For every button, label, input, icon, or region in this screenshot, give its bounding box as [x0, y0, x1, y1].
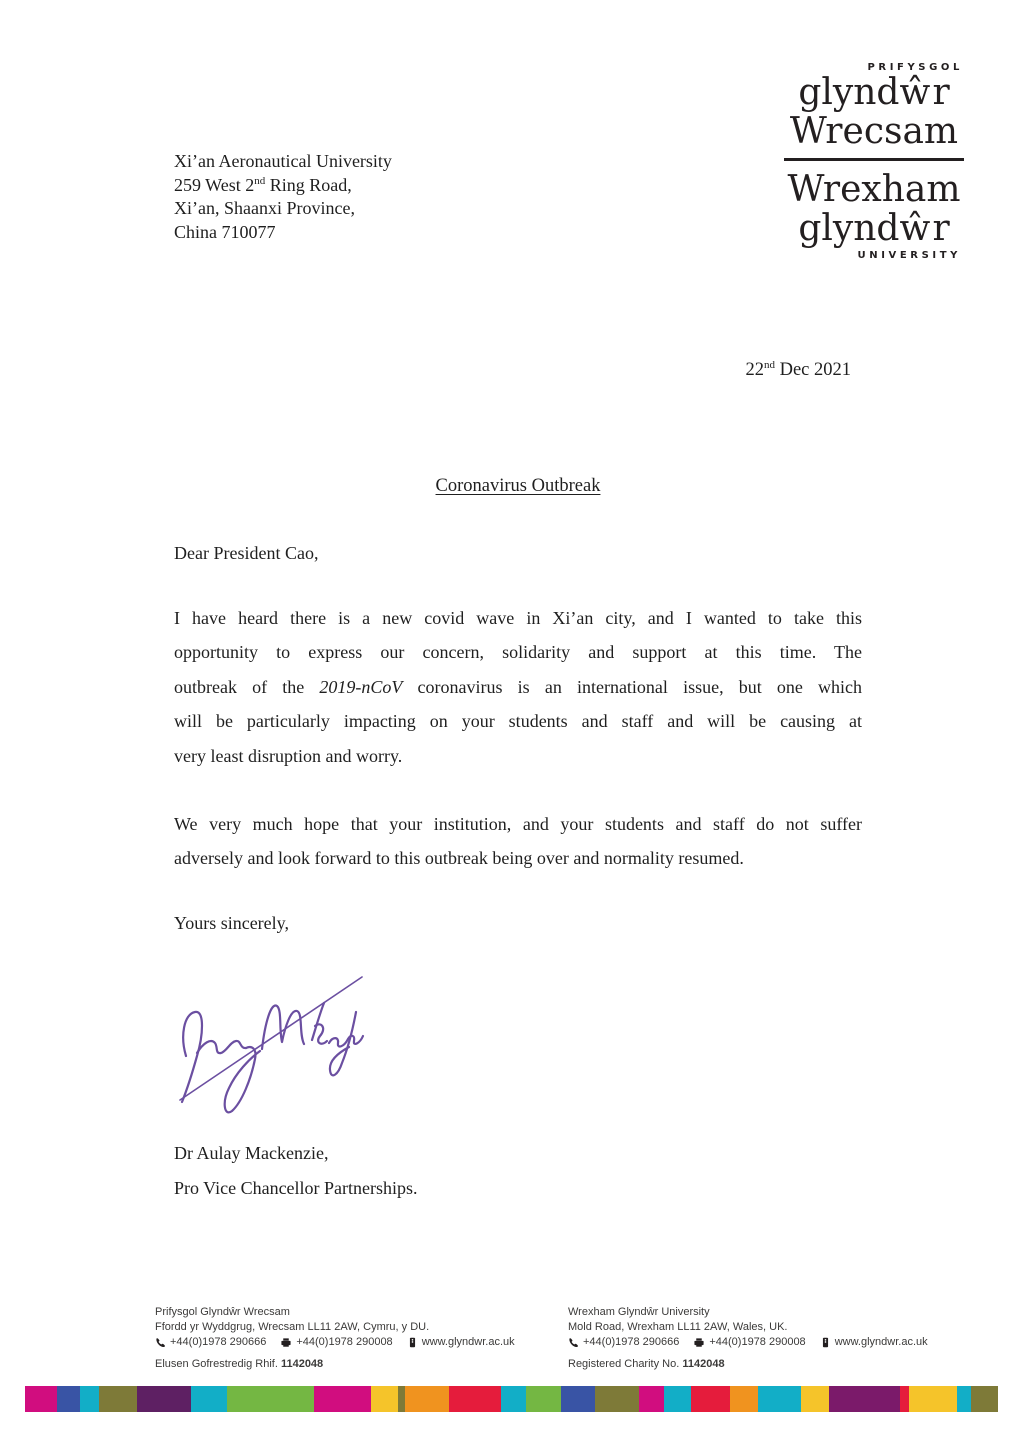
color-bar-segment	[99, 1386, 137, 1412]
salutation: Dear President Cao,	[174, 543, 319, 563]
logo-prifysgol-text: PRIFYSGOL	[867, 62, 963, 73]
logo-glyndwr-english-text: glyndŵr	[798, 208, 950, 249]
footer-contact-row	[155, 1335, 515, 1350]
color-bar-segment	[25, 1386, 57, 1412]
footer-fax	[280, 1335, 392, 1350]
phone-icon	[568, 1337, 579, 1348]
footer-phone-number: +44(0)1978 290666	[583, 1336, 680, 1348]
subject-line	[174, 476, 862, 497]
signature-stroke	[330, 1012, 356, 1075]
text-segment: outbreak of the	[174, 676, 320, 697]
handwritten-signature	[170, 950, 372, 1128]
address-line: China 710077	[174, 221, 276, 242]
color-bar-segment	[137, 1386, 191, 1412]
signature-stroke	[197, 1041, 246, 1053]
color-bar-segment	[664, 1386, 691, 1412]
footer-fax-number: +44(0)1978 290008	[709, 1336, 806, 1348]
subject-text: Coronavirus Outbreak	[435, 476, 601, 496]
footer-charity-line	[568, 1357, 928, 1372]
footer-address: Mold Road, Wrexham LL11 2AW, Wales, UK.	[568, 1321, 788, 1333]
paragraph-line	[174, 635, 862, 669]
signature-stroke	[182, 1012, 202, 1102]
footer-web-address: www.glyndwr.ac.uk	[421, 1336, 515, 1348]
charity-number: 1142048	[682, 1358, 725, 1370]
signature-stroke	[262, 1006, 304, 1049]
footer-fax-number: +44(0)1978 290008	[296, 1336, 393, 1348]
logo-divider-rule	[784, 158, 964, 161]
ordinal-superscript: nd	[763, 358, 775, 371]
paragraph-line	[174, 601, 862, 635]
text-segment: very least disruption and worry.	[174, 745, 403, 766]
color-bar-segment	[730, 1386, 759, 1412]
footer-org-name: Wrexham Glyndŵr University	[568, 1306, 710, 1318]
color-bar-segment	[829, 1386, 900, 1412]
logo-glyndwr-welsh-text: glyndŵr	[798, 72, 950, 113]
color-bar-segment	[501, 1386, 526, 1412]
paragraph-line	[174, 841, 862, 875]
footer-org-name: Prifysgol Glyndŵr Wrecsam	[155, 1306, 290, 1318]
ordinal-superscript: nd	[254, 174, 266, 187]
color-bar-segment	[758, 1386, 800, 1412]
color-bar-segment	[227, 1386, 313, 1412]
logo-university-text: UNIVERSITY	[857, 250, 961, 261]
logo-wrexham-text: Wrexham	[787, 169, 961, 210]
color-bar-segment	[57, 1386, 80, 1412]
body-paragraph-1	[174, 601, 862, 773]
signature-stroke	[225, 1047, 260, 1112]
color-bar-segment	[191, 1386, 227, 1412]
text-segment: will be particularly impacting on your students and staff and will be causing at	[174, 711, 862, 732]
signatory-title: Pro Vice Chancellor Partnerships.	[174, 1178, 418, 1198]
color-bar-segment	[371, 1386, 398, 1412]
footer-phone-number: +44(0)1978 290666	[170, 1336, 267, 1348]
footer-contact-row	[568, 1335, 928, 1350]
website-icon	[820, 1337, 831, 1348]
paragraph-line	[174, 807, 862, 841]
color-bar-segment	[691, 1386, 729, 1412]
closing-phrase: Yours sincerely,	[174, 913, 289, 933]
color-bar-segment	[957, 1386, 971, 1412]
italic-text-segment: 2019-nCoV	[319, 676, 403, 697]
color-bar-segment	[595, 1386, 639, 1412]
fax-icon	[280, 1337, 292, 1348]
university-logo	[784, 62, 964, 261]
letter-date	[745, 360, 851, 381]
paragraph-line	[174, 739, 862, 773]
address-line: Xi’an Aeronautical University	[174, 151, 392, 171]
footer-fax	[693, 1335, 805, 1350]
signature-stroke	[329, 1036, 363, 1047]
color-bar-segment	[398, 1386, 405, 1412]
color-bar-segment	[909, 1386, 957, 1412]
text-segment: coronavirus is an international issue, but one which	[402, 676, 862, 697]
charity-label: Elusen Gofrestredig Rhif.	[155, 1358, 278, 1370]
text-segment: We very much hope that your institution, and your students and staff do not suffer	[174, 814, 862, 834]
text-segment: I have heard there is a new covid wave in Xi’an city, and I wanted to take this	[174, 608, 862, 628]
color-bar-segment	[639, 1386, 664, 1412]
website-icon	[407, 1337, 418, 1348]
color-bar-segment	[900, 1386, 909, 1412]
color-bar-segment	[526, 1386, 561, 1412]
color-bar-segment	[801, 1386, 830, 1412]
phone-icon	[155, 1337, 166, 1348]
color-bar-segment	[314, 1386, 372, 1412]
footer-web-address: www.glyndwr.ac.uk	[834, 1336, 928, 1348]
footer-phone	[155, 1335, 266, 1350]
paragraph-line	[174, 670, 862, 704]
paragraph-line	[174, 704, 862, 738]
footer-web	[407, 1335, 515, 1350]
signatory-name: Dr Aulay Mackenzie,	[174, 1143, 329, 1163]
date-day: 22	[745, 360, 764, 380]
footer-english-column	[568, 1305, 928, 1372]
charity-number: 1142048	[280, 1358, 324, 1370]
address-line: Xi’an, Shaanxi Province,	[174, 198, 355, 218]
date-rest: Dec 2021	[774, 360, 851, 380]
color-bar-segment	[405, 1386, 449, 1412]
footer-welsh-column	[155, 1305, 515, 1372]
text-segment: adversely and look forward to this outbreak being over and normality resumed.	[174, 848, 744, 869]
logo-wrecsam-text: Wrecsam	[789, 111, 959, 152]
brand-color-bar	[25, 1386, 998, 1412]
text-segment: opportunity to express our concern, solidarity and support at this time. The	[174, 642, 862, 663]
fax-icon	[693, 1337, 705, 1348]
address-line	[174, 174, 392, 198]
footer-web	[820, 1335, 928, 1350]
color-bar-segment	[561, 1386, 596, 1412]
color-bar-segment	[971, 1386, 998, 1412]
charity-label: Registered Charity No.	[568, 1358, 680, 1370]
footer-address: Ffordd yr Wyddgrug, Wrecsam LL11 2AW, Cymru, y DU.	[155, 1321, 430, 1333]
address-line-text: Ring Road,	[265, 174, 352, 195]
body-paragraph-2	[174, 807, 862, 876]
color-bar-segment	[80, 1386, 99, 1412]
recipient-address	[174, 150, 392, 244]
color-bar-segment	[449, 1386, 502, 1412]
footer-charity-line	[155, 1357, 515, 1372]
address-line-text: 259 West 2	[174, 174, 255, 195]
footer-phone	[568, 1335, 679, 1350]
signatory-block	[174, 1136, 418, 1206]
